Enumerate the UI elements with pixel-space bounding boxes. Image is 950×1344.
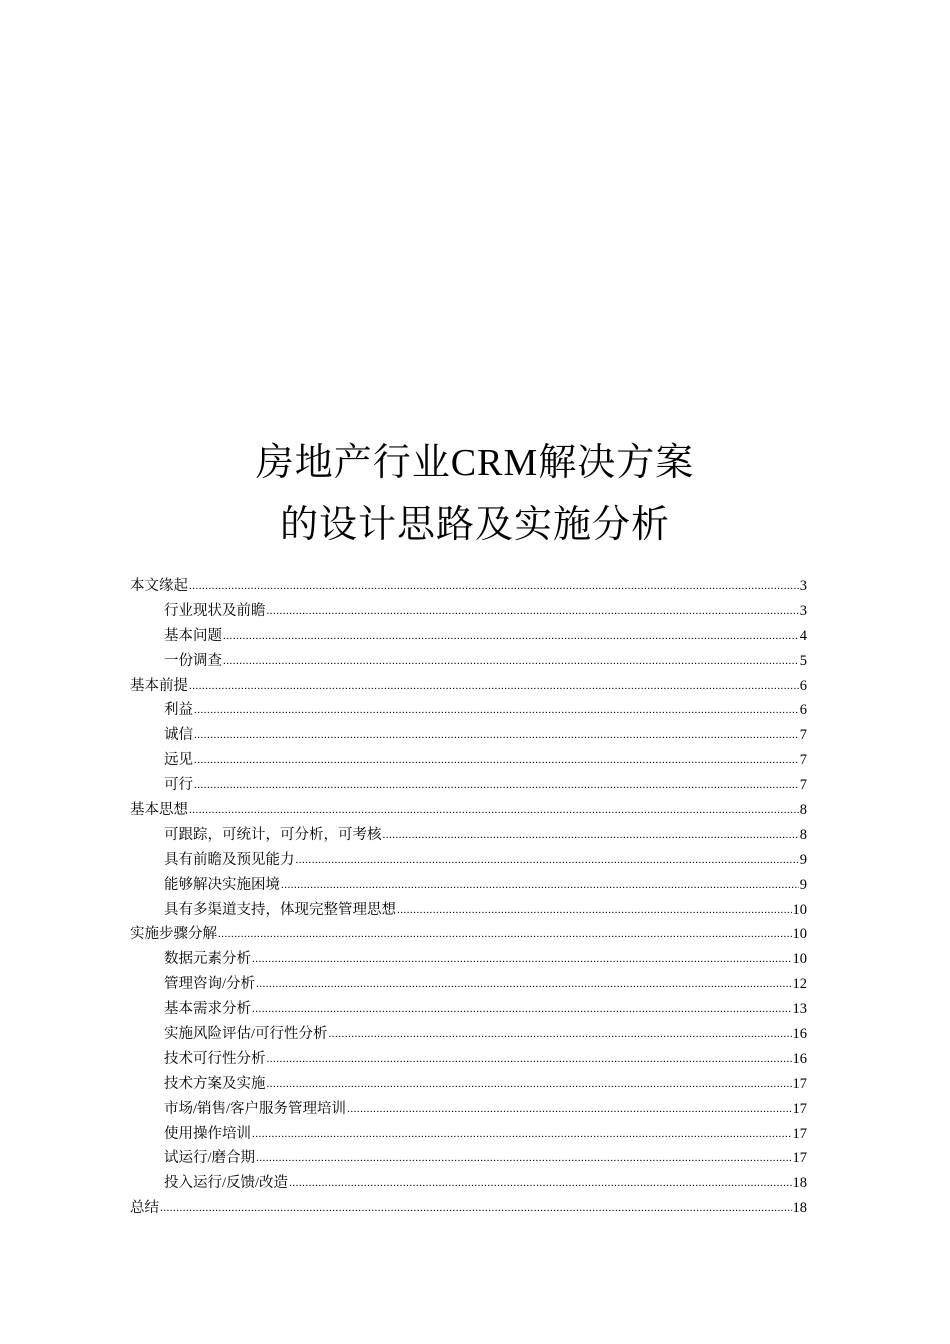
- toc-dot-leader: [281, 873, 799, 898]
- toc-dot-leader: [267, 1047, 792, 1072]
- toc-dot-leader: [296, 848, 799, 873]
- toc-entry-page-number: 8: [799, 826, 807, 843]
- toc-dot-leader: [189, 674, 799, 699]
- toc-dot-leader: [289, 1171, 791, 1196]
- toc-entry[interactable]: [130, 1097, 807, 1122]
- toc-entry[interactable]: [130, 898, 807, 923]
- toc-entry-page-number: 4: [799, 627, 807, 644]
- document-title: [0, 432, 950, 556]
- toc-entry-page-number: 10: [792, 926, 807, 943]
- toc-entry-page-number: 7: [799, 752, 807, 769]
- toc-entry-label: 试运行/磨合期: [164, 1150, 256, 1167]
- toc-entry[interactable]: [130, 922, 807, 947]
- toc-dot-leader: [252, 997, 792, 1022]
- toc-entry-page-number: 9: [799, 876, 807, 893]
- toc-dot-leader: [267, 1072, 792, 1097]
- toc-dot-leader: [223, 649, 799, 674]
- toc-dot-leader: [189, 574, 799, 599]
- toc-entry-page-number: 8: [799, 802, 807, 819]
- toc-entry[interactable]: [130, 1072, 807, 1097]
- toc-entry[interactable]: [130, 773, 807, 798]
- toc-entry-page-number: 3: [799, 578, 807, 594]
- toc-dot-leader: [194, 723, 799, 748]
- toc-entry-label: 投入运行/反馈/改造: [164, 1175, 289, 1192]
- toc-dot-leader: [223, 624, 799, 649]
- toc-entry-label: 技术可行性分析: [164, 1050, 266, 1067]
- toc-entry-page-number: 6: [799, 677, 807, 694]
- toc-entry[interactable]: [130, 1047, 807, 1072]
- toc-dot-leader: [347, 1097, 791, 1122]
- toc-entry-label: 管理咨询/分析: [164, 976, 256, 993]
- toc-entry-label: 诚信: [164, 727, 193, 744]
- toc-entry[interactable]: [130, 798, 807, 823]
- toc-entry[interactable]: [130, 674, 807, 699]
- toc-dot-leader: [329, 1022, 792, 1047]
- toc-entry-label: 总结: [130, 1200, 159, 1217]
- toc-entry-page-number: 18: [792, 1200, 807, 1217]
- toc-entry[interactable]: [130, 823, 807, 848]
- toc-entry-label: 实施步骤分解: [130, 926, 217, 943]
- toc-entry-page-number: 6: [799, 702, 807, 719]
- toc-entry-label: 使用操作培训: [164, 1125, 251, 1142]
- toc-entry[interactable]: [130, 1146, 807, 1171]
- toc-entry-page-number: 3: [799, 602, 807, 619]
- toc-entry-label: 实施风险评估/可行性分析: [164, 1026, 328, 1043]
- toc-dot-leader: [256, 972, 791, 997]
- toc-dot-leader: [194, 773, 799, 798]
- toc-entry-page-number: 10: [792, 901, 807, 918]
- toc-entry-page-number: 9: [799, 851, 807, 868]
- toc-dot-leader: [218, 922, 792, 947]
- toc-entry[interactable]: [130, 649, 807, 674]
- toc-entry[interactable]: [130, 1122, 807, 1147]
- toc-entry-label: 行业现状及前瞻: [164, 602, 266, 619]
- toc-dot-leader: [383, 823, 799, 848]
- table-of-contents: [130, 574, 807, 1221]
- toc-dot-leader: [256, 1146, 791, 1171]
- toc-entry-page-number: 13: [792, 1001, 807, 1018]
- toc-dot-leader: [160, 1196, 792, 1221]
- toc-entry[interactable]: [130, 972, 807, 997]
- title-line-2: 的设计思路及实施分析: [279, 504, 670, 546]
- toc-entry-label: 利益: [164, 702, 193, 719]
- toc-dot-leader: [194, 748, 799, 773]
- toc-entry-label: 能够解决实施困境: [164, 876, 280, 893]
- toc-entry-label: 可跟踪，可统计，可分析，可考核: [164, 826, 382, 843]
- toc-dot-leader: [267, 599, 799, 624]
- toc-entry-page-number: 17: [792, 1075, 807, 1092]
- toc-entry-label: 市场/销售/客户服务管理培训: [164, 1100, 347, 1117]
- toc-entry-page-number: 5: [799, 652, 807, 669]
- toc-entry-page-number: 18: [792, 1175, 807, 1192]
- toc-entry-label: 基本思想: [130, 802, 188, 819]
- title-line-1: 房地产行业CRM解决方案: [255, 442, 695, 484]
- toc-entry[interactable]: [130, 873, 807, 898]
- toc-entry-label: 可行: [164, 777, 193, 794]
- toc-entry-label: 一份调查: [164, 652, 222, 669]
- toc-entry-label: 基本前提: [130, 677, 188, 694]
- toc-dot-leader: [194, 698, 799, 723]
- toc-dot-leader: [252, 947, 792, 972]
- toc-entry[interactable]: [130, 723, 807, 748]
- toc-entry-label: 数据元素分析: [164, 951, 251, 968]
- toc-entry[interactable]: [130, 599, 807, 624]
- toc-entry-page-number: 16: [792, 1050, 807, 1067]
- toc-dot-leader: [397, 898, 792, 923]
- toc-dot-leader: [252, 1122, 792, 1147]
- toc-entry[interactable]: [130, 848, 807, 873]
- toc-entry[interactable]: [130, 698, 807, 723]
- toc-entry-page-number: 10: [792, 951, 807, 968]
- toc-entry-page-number: 7: [799, 777, 807, 794]
- toc-entry-page-number: 16: [792, 1026, 807, 1043]
- toc-entry[interactable]: [130, 1196, 807, 1221]
- toc-entry[interactable]: [130, 1171, 807, 1196]
- toc-entry-page-number: 17: [792, 1150, 807, 1167]
- toc-entry-label: 基本问题: [164, 627, 222, 644]
- toc-entry-label: 远见: [164, 752, 193, 769]
- toc-entry-label: 具有多渠道支持，体现完整管理思想: [164, 901, 396, 918]
- toc-entry[interactable]: [130, 748, 807, 773]
- toc-entry-page-number: 17: [792, 1100, 807, 1117]
- toc-entry-page-number: 17: [792, 1125, 807, 1142]
- toc-entry[interactable]: [130, 1022, 807, 1047]
- toc-dot-leader: [189, 798, 799, 823]
- toc-entry-label: 基本需求分析: [164, 1001, 251, 1018]
- toc-entry[interactable]: [130, 574, 807, 599]
- toc-entry-label: 具有前瞻及预见能力: [164, 851, 295, 868]
- toc-entry[interactable]: [130, 947, 807, 972]
- toc-entry-label: 本文缘起: [130, 578, 188, 594]
- toc-entry[interactable]: [130, 624, 807, 649]
- toc-entry-page-number: 12: [792, 976, 807, 993]
- toc-entry-page-number: 7: [799, 727, 807, 744]
- toc-entry-label: 技术方案及实施: [164, 1075, 266, 1092]
- toc-entry[interactable]: [130, 997, 807, 1022]
